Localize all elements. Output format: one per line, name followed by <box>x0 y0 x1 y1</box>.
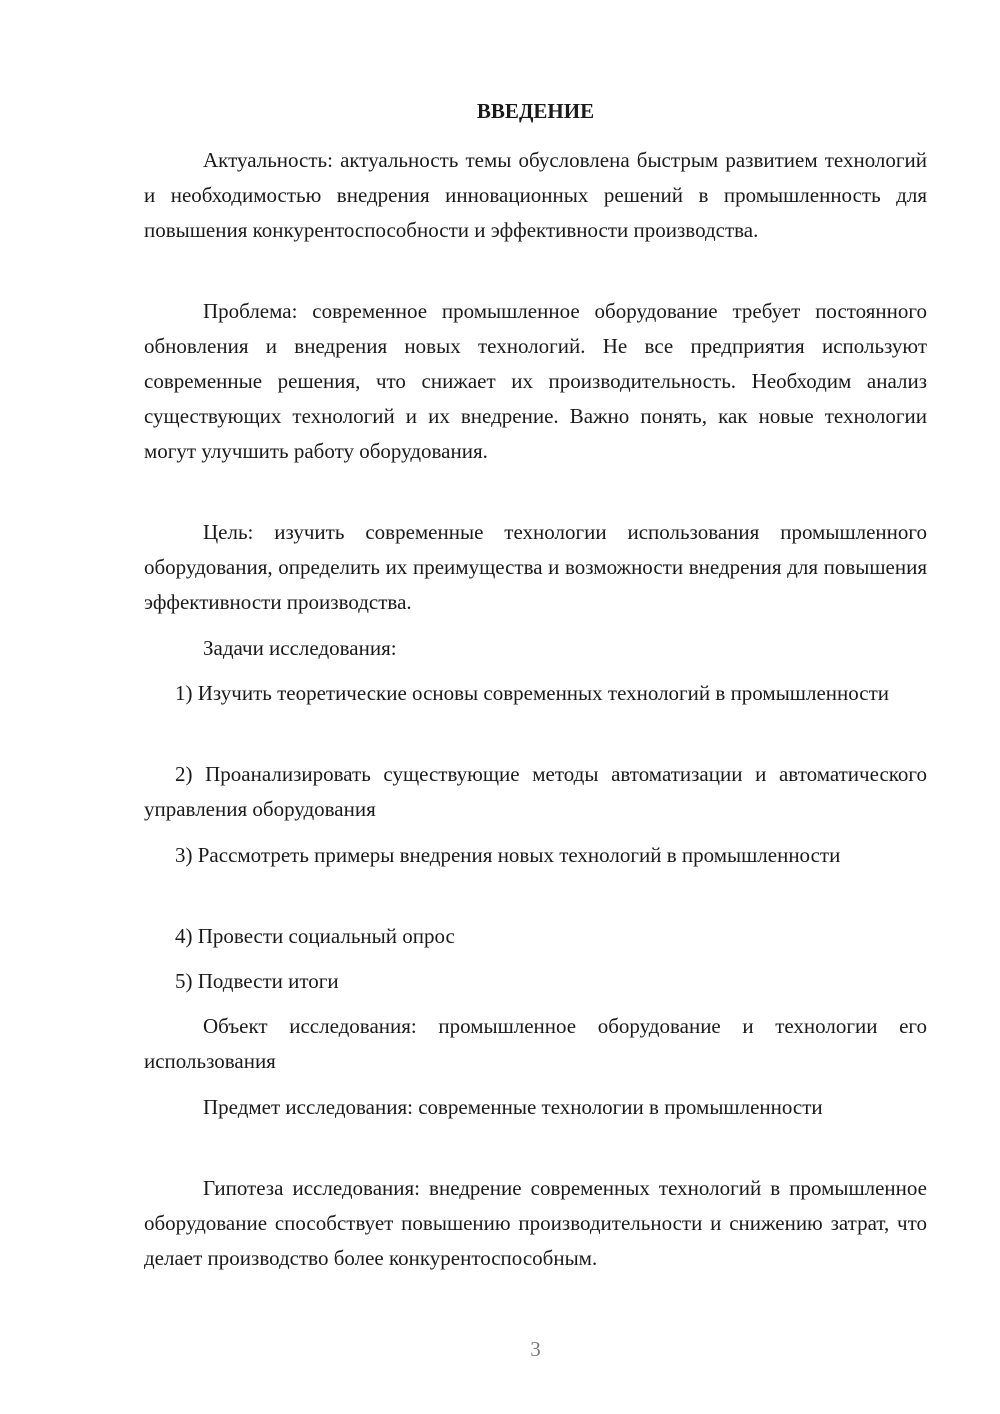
task-item: 3) Рассмотреть примеры внедрения новых технологий в промышленности <box>175 843 841 867</box>
task-item: 5) Подвести итоги <box>175 969 339 993</box>
problem-paragraph: Проблема: современное промышленное оборудование требует постоянного обновления и внедрения новых технологий. Не все предприятия используют современные решения, что снижает их производительность. Необходим анализ существующих технологий и их внедрение. Важно понять, как новые технологии могут улучшить работу оборудования. <box>144 299 927 463</box>
goal-paragraph: Цель: изучить современные технологии использования промышленного оборудования, определить их преимущества и возможности внедрения для повышения эффективности производства. <box>144 520 927 614</box>
task-item: 4) Провести социальный опрос <box>175 924 455 948</box>
hypothesis-paragraph: Гипотеза исследования: внедрение современных технологий в промышленное оборудование способствует повышению производительности и снижению затрат, что делает производство более конкурентоспособным. <box>144 1176 927 1270</box>
relevance-paragraph: Актуальность: актуальность темы обусловлена быстрым развитием технологий и необходимостью внедрения инновационных решений в промышленность для повышения конкурентоспособности и эффективности производства. <box>144 148 927 242</box>
task-item: 1) Изучить теоретические основы современных технологий в промышленности <box>175 681 890 705</box>
tasks-heading: Задачи исследования: <box>203 636 397 660</box>
subject-paragraph: Предмет исследования: современные технологии в промышленности <box>203 1095 823 1119</box>
page-title: ВВЕДЕНИЕ <box>476 99 595 123</box>
object-paragraph: Объект исследования: промышленное оборудование и технологии его использования <box>144 1014 927 1073</box>
document-page <box>144 0 927 1414</box>
task-item: 2) Проанализировать существующие методы автоматизации и автоматического управления оборудования <box>144 762 927 821</box>
page-number: 3 <box>530 1337 541 1361</box>
